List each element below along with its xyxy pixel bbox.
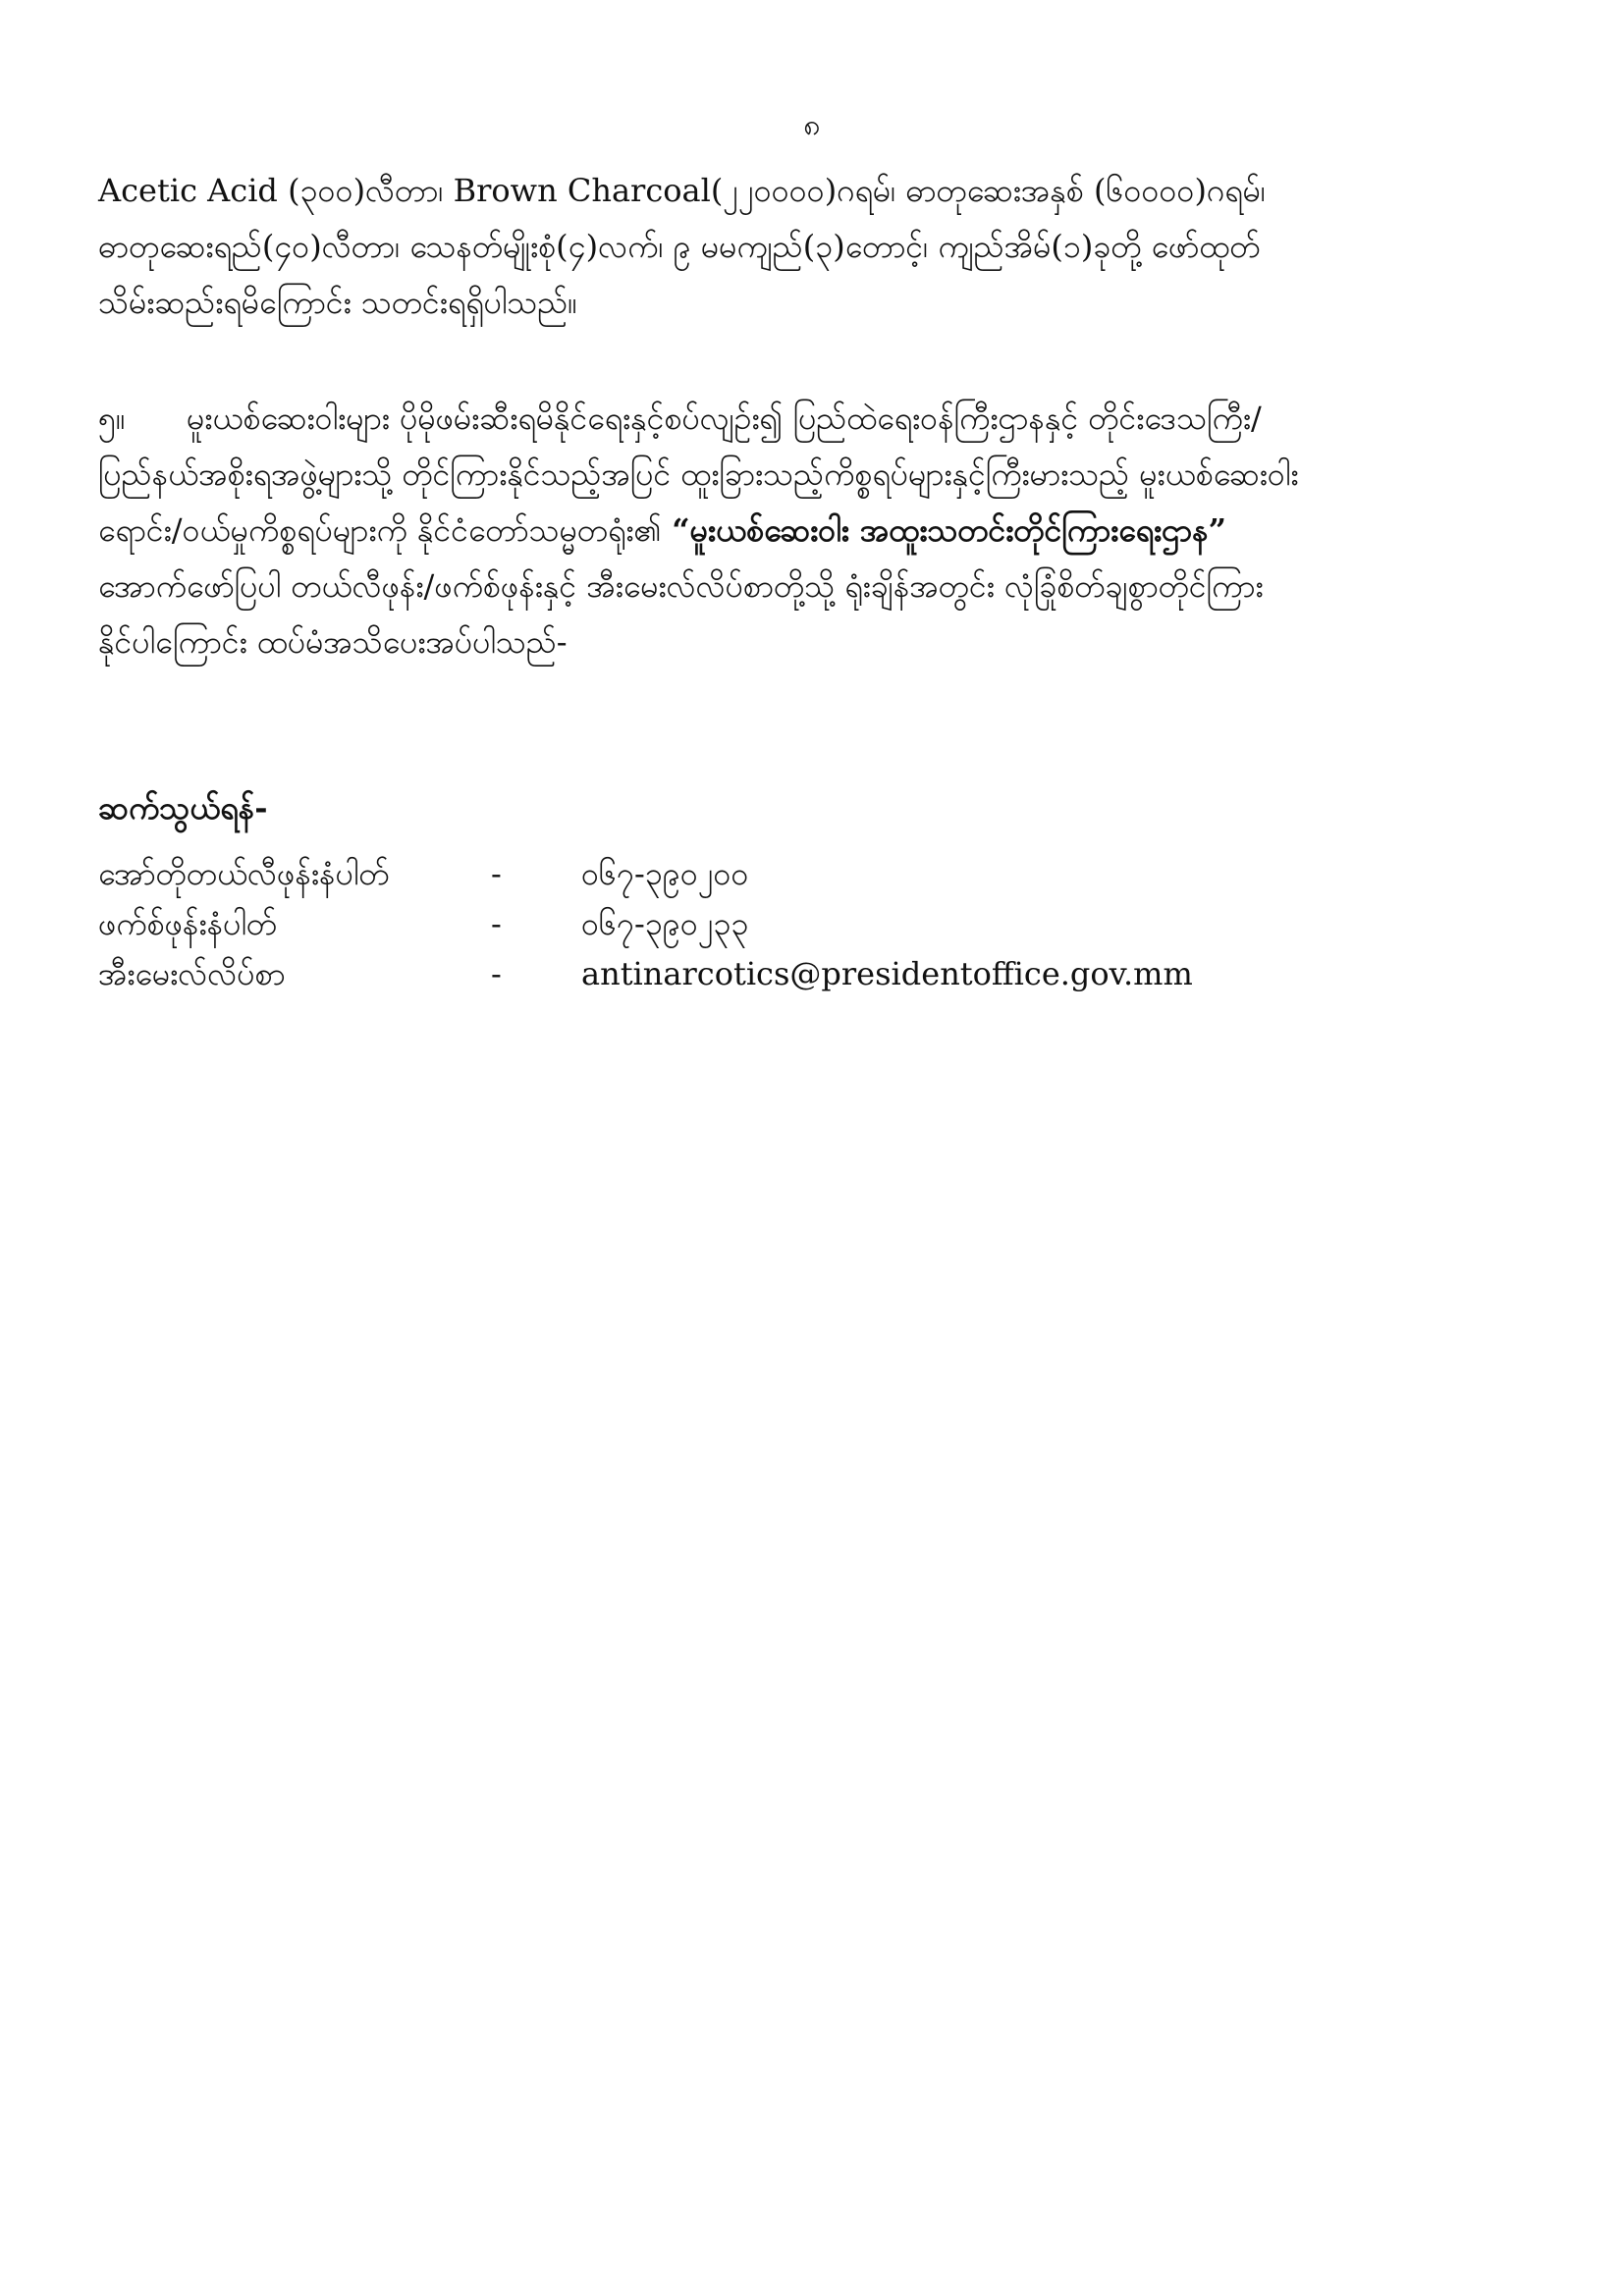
contact-dash: - [491,955,502,992]
email-address[interactable]: antinarcotics@presidentoffice.gov.mm [581,955,1193,992]
contact-label: အီးမေးလ်လိပ်စာ [98,955,286,992]
department-name-bold: “မူးယစ်ဆေးဝါး အထူးသတင်းတိုင်ကြားရေးဌာန” [672,511,1227,549]
paragraph-text: မူးယစ်ဆေးဝါးများ ပိုမိုဖမ်းဆီးရမိနိုင်ရေးနှင့်စပ်လျဉ်း၍ ပြည်ထဲရေးဝန်ကြီးဌာနနှင့် တိုင်းဒေသကြီး/ [187,400,1262,437]
paragraph-line: နိုင်ပါကြောင်း ထပ်မံအသိပေးအပ်ပါသည်- [98,623,568,661]
contact-heading: ဆက်သွယ်ရန်- [98,789,268,827]
paragraph-text: ရောင်း/ဝယ်မှုကိစ္စရပ်များကို နိုင်ငံတော်သမ္မတရုံး၏ [98,511,673,549]
contact-row-phone [98,849,1465,899]
contact-row-email [98,949,1465,999]
contact-list [98,849,1465,999]
paragraph-line: ပြည်နယ်အစိုးရအဖွဲ့များသို့ တိုင်ကြားနိုင်သည့်အပြင် ထူးခြားသည့်ကိစ္စရပ်များနှင့်ကြီးမားသည့် မူးယစ်ဆေးဝါး [98,455,1299,493]
page-number: ၈ [803,108,821,142]
contact-row-fax [98,899,1465,949]
paragraph-line: ဓာတုဆေးရည်(၄၀)လီတာ၊ သေနတ်မျိုးစုံ(၄)လက်၊ ၉ မမကျည်(၃)တောင့်၊ ကျည်အိမ်(၁)ခုတို့ ဖော်ထုတ် [98,228,1261,265]
contact-label: ဖက်စ်ဖုန်းနံပါတ် [98,905,278,942]
paragraph-line: သိမ်းဆည်းရမိကြောင်း သတင်းရရှိပါသည်။ [98,284,577,321]
paragraph-line: Acetic Acid (၃၀၀)လီတာ၊ Brown Charcoal(၂၂၀၀၀၀)ဂရမ်၊ ဓာတုဆေးအနှစ် (၆၀၀၀၀)ဂရမ်၊ [98,172,1266,209]
fax-number: ၀၆၇-၃၉၀၂၃၃ [581,905,749,942]
paragraph-number: ၅။ [98,400,126,437]
paragraph-reporting-notice [98,391,1571,670]
contact-label: အော်တိုတယ်လီဖုန်းနံပါတ် [98,855,390,892]
contact-dash: - [491,905,502,942]
paragraph-line [98,503,1571,559]
paragraph-seizure-details [98,163,1571,331]
paragraph-line: အောက်ဖော်ပြပါ တယ်လီဖုန်း/ဖက်စ်ဖုန်းနှင့် အီးမေးလ်လိပ်စာတို့သို့ ရုံးချိန်အတွင်း လုံခြုံစိတ်ချစွာတိုင်ကြား [98,567,1264,605]
paragraph-line [98,391,1571,447]
phone-number: ၀၆၇-၃၉၀၂၀၀ [581,855,749,892]
contact-dash: - [491,855,502,892]
